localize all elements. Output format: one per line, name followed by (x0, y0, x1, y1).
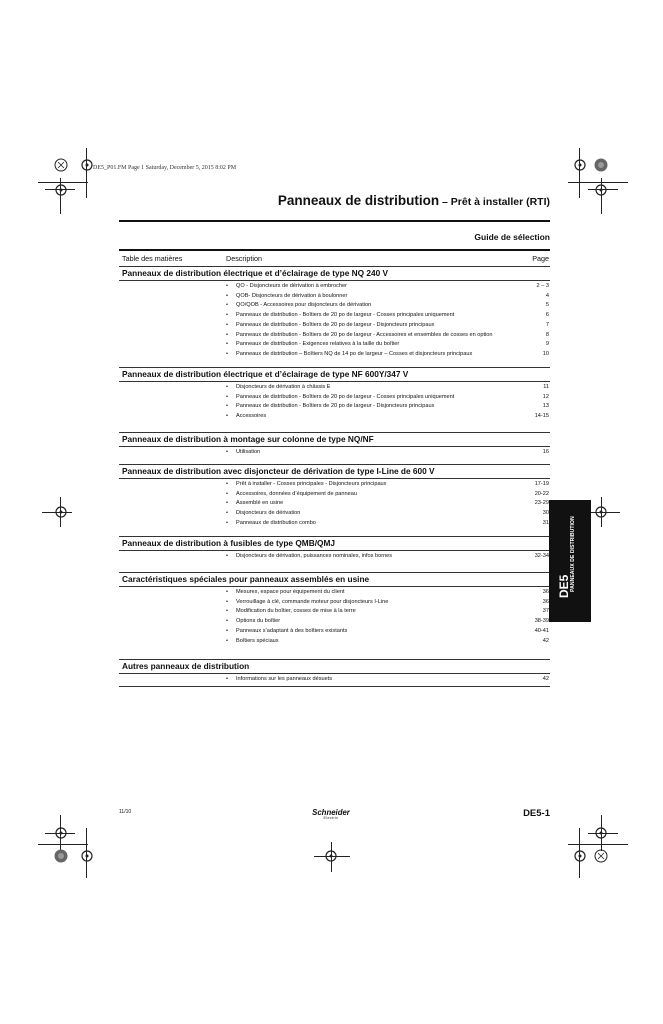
bullet-icon: • (226, 627, 228, 634)
bullet-icon: • (226, 589, 228, 595)
section-top-rule (119, 464, 550, 465)
item-text: Panneaux de distribution - Boîtiers de 20 po de largeur - Accessoires et ensembles de cosses en option (236, 331, 493, 338)
page-title (278, 193, 550, 208)
item-page: 2 – 3 (536, 283, 549, 289)
item-page: 38-39 (534, 618, 549, 625)
section-top-rule (119, 572, 550, 573)
bullet-icon: • (226, 312, 228, 319)
item-text: QO - Disjoncteurs de dérivation à embrocher (236, 283, 347, 289)
bullet-icon: • (226, 490, 228, 497)
section-title: Caractéristiques spéciales pour panneaux assemblés en usine (122, 574, 370, 584)
page-title-sub: – Prêt à installer (RTI) (439, 196, 550, 208)
guide-heading: Guide de sélection (474, 232, 550, 242)
page-number: DE5-1 (523, 808, 550, 819)
item-text: Disjoncteurs de dérivation, puissances nominales, infos bornes (236, 553, 393, 559)
registration-mark-icon (54, 158, 68, 172)
brand-logo (311, 808, 351, 820)
brand-sub: Electric (323, 816, 339, 820)
item-page: 5 (545, 302, 549, 309)
section-top-rule (119, 367, 550, 368)
bullet-icon: • (226, 676, 228, 682)
item-text: Panneaux s’adaptant à des boîtiers existants (236, 627, 348, 634)
bullet-icon: • (226, 553, 228, 559)
bullet-icon: • (226, 302, 228, 309)
bullet-icon: • (226, 393, 228, 400)
item-text: Panneaux de distribution - Boîtiers de 20 po de largeur - Cosses principales uniquement (236, 312, 455, 319)
bullet-icon: • (226, 449, 228, 455)
item-text: Assemblé en usine (236, 500, 284, 507)
section-title: Panneaux de distribution à montage sur colonne de type NQ/NF (122, 434, 374, 444)
item-page: 23-29 (534, 500, 549, 507)
brand-name: Schneider (312, 808, 350, 817)
registration-mark-icon (594, 849, 608, 863)
section-title: Panneaux de distribution avec disjoncteur de dérivation de type I-Line de 600 V (122, 466, 435, 476)
item-page: 7 (545, 321, 549, 328)
item-page: 6 (545, 312, 549, 319)
item-text: Informations sur les panneaux désuets (236, 676, 333, 682)
item-page: 4 (545, 292, 549, 299)
registration-mark-icon (594, 505, 608, 519)
side-tab (549, 500, 591, 622)
side-tab-code: DE5 (557, 574, 571, 598)
item-page: 36 (542, 598, 549, 605)
section-top-rule (119, 432, 550, 433)
item-text: Utilisation (236, 449, 261, 455)
item-text: Accessoires, données d’équipement de panneau (236, 490, 357, 497)
footer-code: 11/10 (119, 809, 132, 815)
section-title: Panneaux de distribution à fusibles de type QMB/QMJ (122, 538, 335, 548)
section-title: Autres panneaux de distribution (122, 661, 250, 671)
item-text: QO/QOB - Accessoires pour disjoncteurs de dérivation (236, 302, 372, 309)
item-page: 17-19 (534, 481, 549, 487)
item-page: 20-22 (534, 490, 549, 497)
registration-mark-icon (80, 158, 94, 172)
registration-mark-icon (54, 183, 68, 197)
item-text: Mesures, espace pour équipement du client (236, 589, 345, 595)
section-top-rule (119, 659, 550, 660)
item-page: 8 (545, 331, 549, 338)
page-title-main: Panneaux de distribution (277, 193, 440, 208)
bullet-icon: • (226, 413, 228, 420)
column-toc: Table des matières (122, 254, 183, 263)
bullet-icon: • (226, 481, 228, 487)
section-rule (119, 586, 550, 587)
bullet-icon: • (226, 500, 228, 507)
bullet-icon: • (226, 321, 228, 328)
item-page: 13 (542, 403, 549, 410)
section-rule (119, 446, 550, 447)
section-rule (119, 478, 550, 479)
registration-mark-icon (80, 849, 94, 863)
item-text: Panneaux de distribution - Boîtiers de 20 po de largeur - Disjoncteurs principaux (236, 321, 435, 328)
side-tab-label: PANNEAUX DE DISTRIBUTION (570, 516, 576, 592)
item-text: Prêt à installer - Cosses principales - Disjoncteurs principaux (236, 481, 387, 487)
bullet-icon: • (226, 384, 228, 390)
registration-mark-icon (54, 505, 68, 519)
section-rule (119, 550, 550, 551)
item-text: Panneaux de distribution – Boîtiers NQ de 14 po de largeur – Cosses et disjoncteurs principaux (236, 350, 473, 357)
column-description: Description (226, 254, 262, 263)
item-text: Accessoires (236, 413, 267, 420)
guide-rule (119, 249, 550, 251)
title-rule (119, 220, 550, 222)
item-text: Modification du boîtier, cosses de mise à la terre (236, 608, 356, 615)
bullet-icon: • (226, 637, 228, 644)
bullet-icon: • (226, 519, 228, 526)
bullet-icon: • (226, 341, 228, 348)
section-top-rule (119, 536, 550, 537)
section-top-rule (119, 266, 550, 267)
section-rule (119, 673, 550, 674)
column-page: Page (532, 254, 549, 263)
item-page: 31 (542, 519, 549, 526)
registration-mark-icon (573, 849, 587, 863)
item-text: Panneaux de distribution - Exigences relatives à la taille du boîtier (236, 341, 400, 348)
item-page: 11 (543, 384, 549, 390)
section-bottom-rule (119, 686, 550, 687)
item-text: Disjoncteurs de dérivation à châssis E (236, 384, 331, 390)
item-page: 40-41 (534, 627, 549, 634)
item-page: 9 (545, 341, 549, 348)
item-text: Panneaux de distribution - Boîtiers de 20 po de largeur - Disjoncteurs principaux (236, 403, 435, 410)
registration-mark-icon (573, 158, 587, 172)
item-text: QOB- Disjoncteurs de dérivation à boulonner (236, 292, 348, 299)
item-page: 42 (542, 637, 549, 644)
bullet-icon: • (226, 618, 228, 625)
bullet-icon: • (226, 350, 228, 357)
bullet-icon: • (226, 403, 228, 410)
registration-mark-icon (594, 826, 608, 840)
bullet-icon: • (226, 510, 228, 517)
registration-mark-icon (594, 183, 608, 197)
item-text: Boîtiers spéciaux (236, 637, 279, 644)
item-text: Verrouillage à clé, commande moteur pour disjoncteurs I-Line (236, 598, 389, 605)
item-page: 36 (542, 589, 549, 595)
bullet-icon: • (226, 598, 228, 605)
section-rule (119, 280, 550, 281)
item-text: Panneaux de distribution combo (236, 519, 316, 526)
item-page: 30 (542, 510, 549, 517)
bullet-icon: • (226, 292, 228, 299)
bullet-icon: • (226, 331, 228, 338)
item-page: 12 (542, 393, 549, 400)
item-page: 16 (542, 449, 549, 455)
item-text: Options du boîtier (236, 618, 281, 625)
item-page: 32-34 (534, 553, 549, 559)
registration-mark-icon (54, 849, 68, 863)
registration-mark-icon (324, 849, 338, 863)
item-page: 10 (542, 350, 549, 357)
bullet-icon: • (226, 608, 228, 615)
bullet-icon: • (226, 283, 228, 289)
item-page: 42 (542, 676, 549, 682)
item-text: Disjoncteurs de dérivation (236, 510, 301, 517)
section-rule (119, 381, 550, 382)
registration-mark-icon (54, 826, 68, 840)
section-title: Panneaux de distribution électrique et d’éclairage de type NQ 240 V (122, 268, 389, 278)
section-title: Panneaux de distribution électrique et d’éclairage de type NF 600Y/347 V (122, 369, 409, 379)
item-page: 37 (542, 608, 549, 615)
framemaker-header: DE5_P01.FM Page 1 Saturday, December 5, 2015 8:02 PM (93, 165, 237, 171)
item-page: 14-15 (534, 413, 549, 420)
item-text: Panneaux de distribution - Boîtiers de 20 po de largeur - Cosses principales uniquement (236, 393, 455, 400)
registration-mark-icon (594, 158, 608, 172)
